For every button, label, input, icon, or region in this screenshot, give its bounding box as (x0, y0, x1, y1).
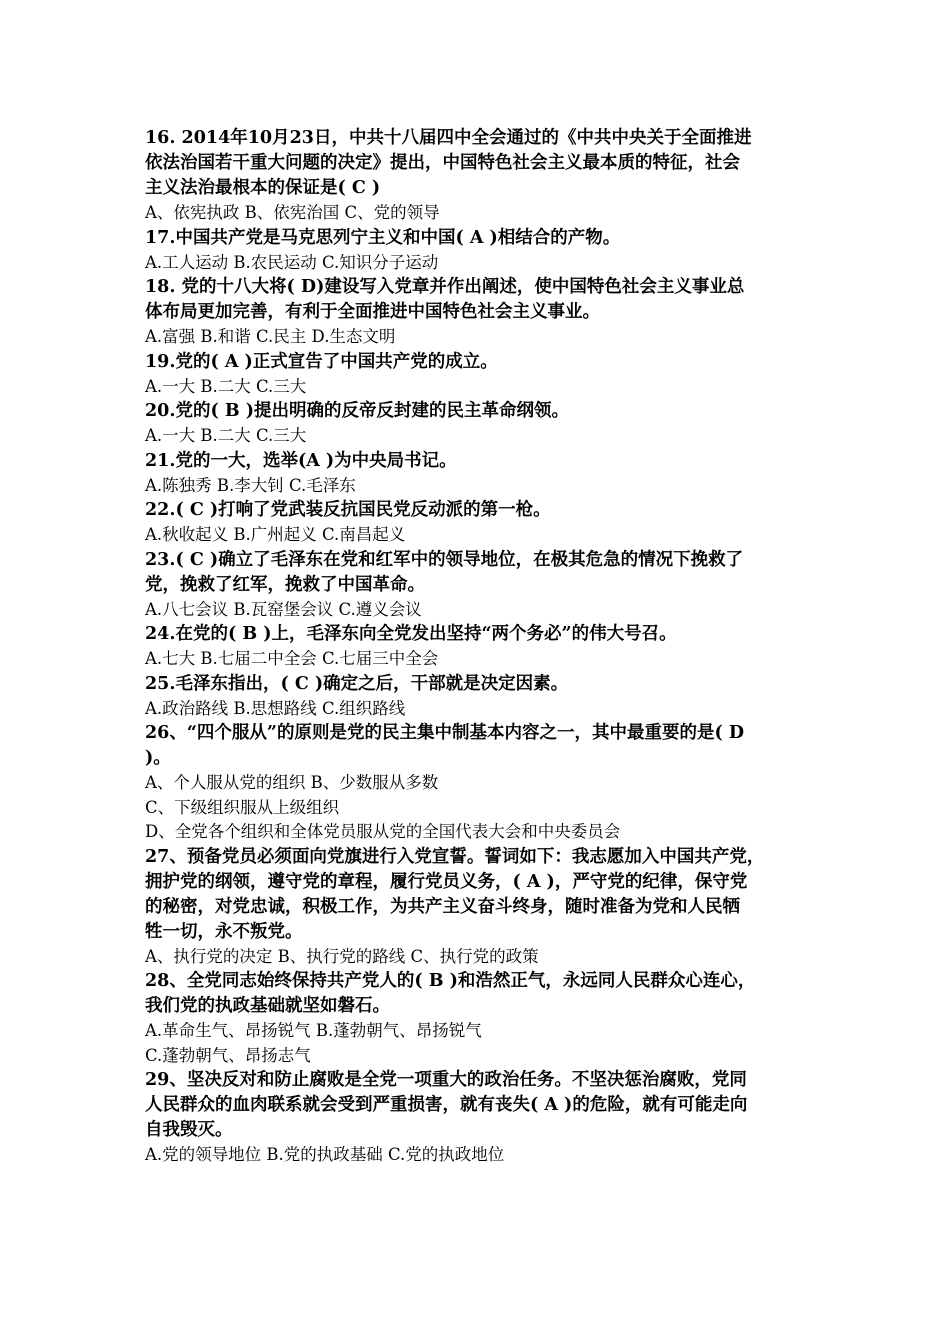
question-text-line: 党，挽救了红军，挽救了中国革命。 (145, 574, 425, 595)
question-text-line: 自我毁灭。 (145, 1120, 233, 1140)
question-q22 (145, 498, 810, 523)
options-line: A、执行党的决定 B、执行党的路线 C、执行党的政策 (145, 946, 539, 966)
question-text-line: 的秘密，对党忠诚，积极工作，为共产主义奋斗终身，随时准备为党和人民牺 (145, 896, 740, 917)
question-text-line: 20.党的( B )提出明确的反帝反封建的民主革命纲领。 (145, 401, 569, 421)
options-line: A.政治路线 B.思想路线 C.组织路线 (145, 698, 406, 718)
options-line: A、依宪执政 B、依宪治国 C、党的领导 (145, 203, 440, 222)
question-text-line: 主义法治最根本的保证是( C ) (145, 178, 381, 198)
question-text-line: 依法治国若干重大问题的决定》提出，中国特色社会主义最本质的特征，社会 (145, 153, 740, 173)
question-q17 (145, 226, 810, 251)
question-text-line: 我们党的执政基础就坚如磐石。 (145, 996, 390, 1016)
options-line: D、全党各个组织和全体党员服从党的全国代表大会和中央委员会 (145, 822, 621, 841)
options-line: A.一大 B.二大 C.三大 (145, 376, 307, 396)
options-line: A.工人运动 B.农民运动 C.知识分子运动 (145, 252, 439, 272)
question-text-line: 26、“四个服从”的原则是党的民主集中制基本内容之一，其中最重要的是( D (145, 723, 745, 743)
question-q29 (145, 1068, 810, 1143)
question-text-line: )。 (145, 748, 171, 768)
question-text-line: 人民群众的血肉联系就会受到严重损害，就有丧失( A )的危险，就有可能走向 (145, 1095, 748, 1115)
question-text-line: 29、坚决反对和防止腐败是全党一项重大的政治任务。不坚决惩治腐败，党同 (145, 1070, 747, 1090)
question-list (145, 126, 810, 1168)
options-line: A.富强 B.和谐 C.民主 D.生态文明 (145, 327, 396, 346)
options-line: A.八七会议 B.瓦窑堡会议 C.遵义会议 (145, 599, 422, 619)
question-q21 (145, 449, 810, 474)
question-q16 (145, 126, 810, 201)
options-line: C、下级组织服从上级组织 (145, 797, 340, 817)
question-text-line: 21.党的一大，选举(A )为中央局书记。 (145, 450, 457, 471)
question-text-line: 27、预备党员必须面向党旗进行入党宣誓。誓词如下：我志愿加入中国共产党， (145, 846, 765, 867)
question-text-line: 25.毛泽东指出，( C )确定之后，干部就是决定因素。 (145, 673, 569, 694)
question-text-line: 28、全党同志始终保持共产党人的( B )和浩然正气，永远同人民群众心连心， (145, 971, 756, 991)
question-q19 (145, 350, 810, 375)
question-q24 (145, 622, 810, 647)
question-text-line: 24.在党的( B )上，毛泽东向全党发出坚持“两个务必”的伟大号召。 (145, 624, 677, 644)
question-text-line: 拥护党的纲领，遵守党的章程，履行党员义务，( A )，严守党的纪律，保守党 (145, 871, 748, 892)
options-line: A.革命生气、昂扬锐气 B.蓬勃朝气、昂扬锐气 (145, 1021, 482, 1040)
options-line: C.蓬勃朝气、昂扬志气 (145, 1045, 311, 1065)
question-q23 (145, 548, 810, 598)
question-text-line: 牲一切，永不叛党。 (145, 921, 303, 942)
question-q26 (145, 721, 810, 771)
question-text-line: 16. 2014年10月23日，中共十八届四中全会通过的《中共中央关于全面推进 (145, 128, 752, 148)
options-line: A.一大 B.二大 C.三大 (145, 426, 307, 445)
question-text-line: 17.中国共产党是马克思列宁主义和中国( A )相结合的产物。 (145, 227, 621, 248)
question-text-line: 18. 党的十八大将( D)建设写入党章并作出阐述，使中国特色社会主义事业总 (145, 277, 745, 297)
options-line: A.陈独秀 B.李大钊 C.毛泽东 (145, 475, 356, 495)
question-text-line: 23.( C )确立了毛泽东在党和红军中的领导地位，在极其危急的情况下挽救了 (145, 549, 744, 570)
question-text-line: 体布局更加完善，有利于全面推进中国特色社会主义事业。 (145, 302, 600, 322)
question-q28 (145, 969, 810, 1019)
options-line: A.七大 B.七届二中全会 C.七届三中全会 (145, 649, 439, 668)
question-text-line: 19.党的( A )正式宣告了中国共产党的成立。 (145, 351, 498, 372)
question-text-line: 22.( C )打响了党武装反抗国民党反动派的第一枪。 (145, 500, 551, 520)
question-q27 (145, 845, 810, 945)
options-line: A.党的领导地位 B.党的执政基础 C.党的执政地位 (145, 1145, 505, 1164)
question-q20 (145, 399, 810, 424)
options-line: A.秋收起义 B.广州起义 C.南昌起义 (145, 525, 406, 544)
question-q25 (145, 672, 810, 697)
options-line: A、个人服从党的组织 B、少数服从多数 (145, 773, 439, 792)
question-q18 (145, 275, 810, 325)
